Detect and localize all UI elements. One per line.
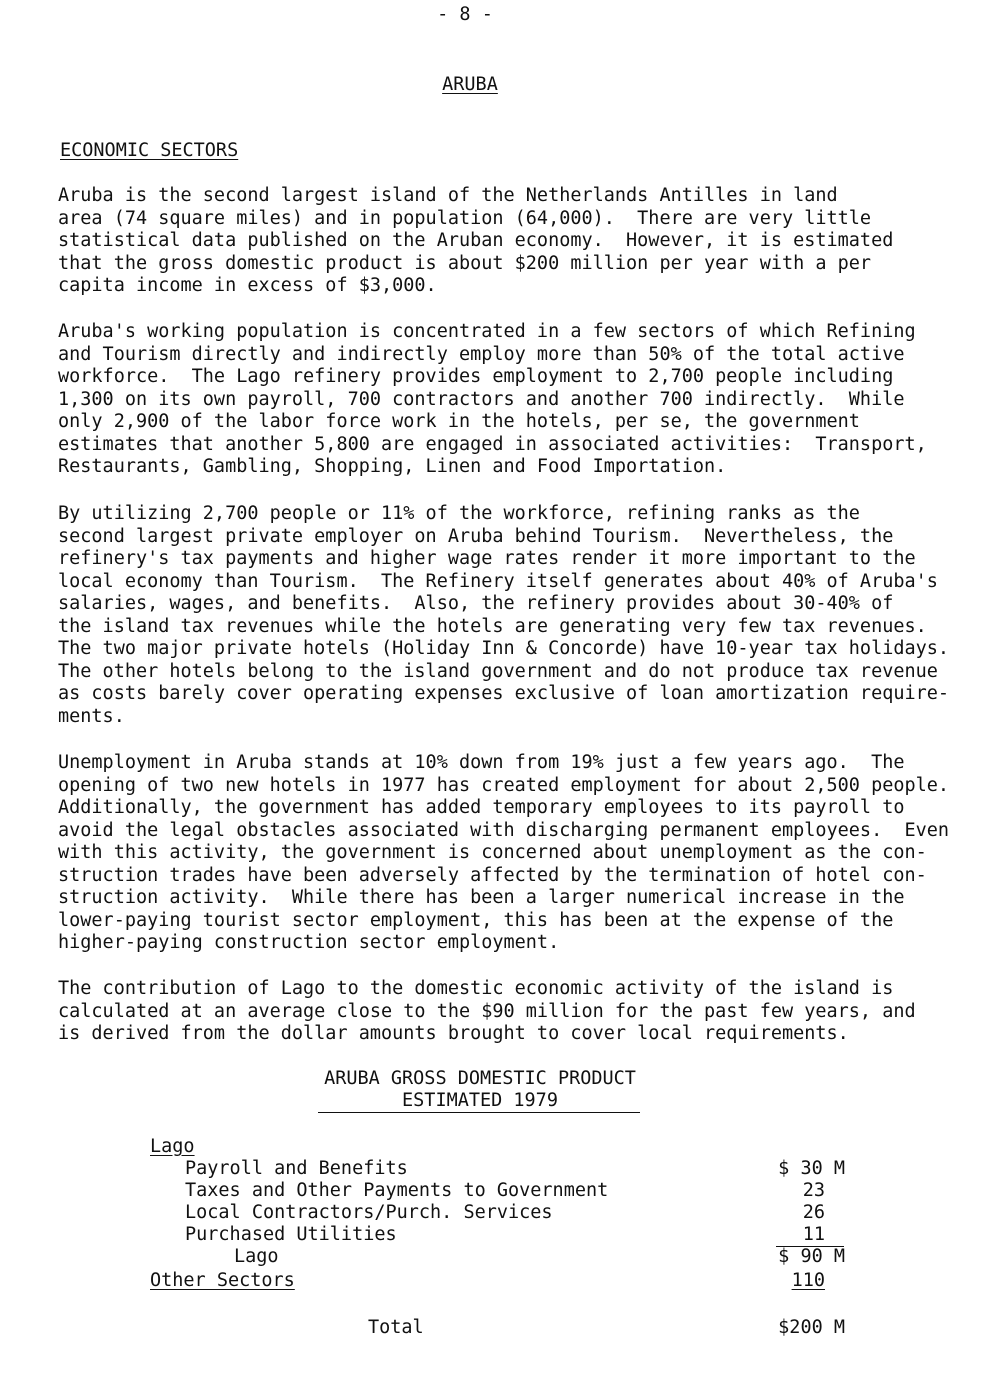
text-line: struction trades have been adversely affected by the termination of hotel con- [58, 864, 927, 886]
text-line: only 2,900 of the labor force work in the hotels, per se, the government [58, 411, 860, 432]
page-number: - 8 - [437, 4, 493, 25]
text-line: Restaurants, Gambling, Shopping, Linen and Food Importation. [58, 456, 727, 477]
text-line: that the gross domestic product is about $200 million per year with a per [58, 252, 872, 274]
text-line: higher-paying construction sector employment. [58, 932, 560, 953]
text-line: the island tax revenues while the hotels are generating very few tax revenues. [58, 615, 927, 637]
text-line: The two major private hotels (Holiday Inn & Concorde) have 10-year tax holidays. [58, 638, 950, 659]
paragraph-working-population [58, 321, 958, 479]
text-line: and Tourism directly and indirectly employ more than 50% of the total active [58, 343, 905, 365]
row-value: $ 90 M [778, 1246, 845, 1267]
paragraph-unemployment [58, 752, 958, 955]
row-label: Other Sectors [150, 1270, 295, 1291]
table-row [0, 1202, 1000, 1225]
text-line: capita income in excess of $3,000. [58, 275, 437, 296]
table-title-rule [318, 1112, 640, 1113]
text-line: as costs barely cover operating expenses exclusive of loan amortization require- [58, 683, 950, 704]
text-line: struction activity. While there has been a larger numerical increase in the [58, 887, 905, 908]
table-subtitle: ESTIMATED 1979 [402, 1090, 558, 1111]
table-row [0, 1158, 1000, 1181]
text-line: with this activity, the government is concerned about unemployment as the con- [58, 842, 927, 863]
text-line: estimates that another 5,800 are engaged in associated activities: Transport, [58, 433, 927, 455]
table-title: ARUBA GROSS DOMESTIC PRODUCT [324, 1068, 636, 1089]
text-line: Unemployment in Aruba stands at 10% down from 19% just a few years ago. The [58, 752, 905, 773]
row-value: 23 [802, 1180, 825, 1201]
text-line: opening of two new hotels in 1977 has created employment for about 2,500 people. [58, 774, 950, 796]
text-line: refinery's tax payments and higher wage rates render it more important to the [58, 548, 916, 569]
row-value: 26 [802, 1202, 825, 1223]
text-line: avoid the legal obstacles associated with discharging permanent employees. Even [58, 819, 950, 841]
text-line: lower-paying tourist sector employment, this has been at the expense of the [58, 909, 894, 931]
table-row [0, 1224, 1000, 1247]
text-line: The contribution of Lago to the domestic economic activity of the island is [58, 978, 894, 999]
row-label: Local Contractors/Purch. Services [185, 1202, 553, 1223]
text-line: By utilizing 2,700 people or 11% of the workforce, refining ranks as the [58, 503, 860, 524]
text-line: calculated at an average close to the $90 million for the past few years, and [58, 1000, 916, 1022]
row-value: 11 [802, 1224, 825, 1245]
total-row [0, 1317, 1000, 1340]
lago-heading-row [0, 1136, 1000, 1159]
text-line: salaries, wages, and benefits. Also, the refinery provides about 30-40% of [58, 593, 894, 614]
text-line: workforce. The Lago refinery provides employment to 2,700 people including [58, 366, 894, 387]
text-line: is derived from the dollar amounts brought to cover local requirements. [58, 1023, 849, 1044]
row-label: Lago [234, 1246, 279, 1267]
text-line: statistical data published on the Aruban economy. However, it is estimated [58, 230, 894, 251]
text-line: Aruba's working population is concentrated in a few sectors of which Refining [58, 321, 916, 342]
paragraph-refining [58, 503, 958, 728]
paragraph-land-and-gdp [58, 185, 958, 298]
text-line: local economy than Tourism. The Refinery itself generates about 40% of Aruba's [58, 570, 938, 592]
row-label: Payroll and Benefits [185, 1158, 408, 1179]
text-line: Additionally, the government has added temporary employees to its payroll to [58, 797, 905, 818]
page-title: ARUBA [442, 74, 498, 95]
text-line: ments. [58, 705, 125, 727]
table-row [0, 1180, 1000, 1203]
text-line: second largest private employer on Aruba behind Tourism. Nevertheless, the [58, 525, 894, 547]
text-line: area (74 square miles) and in population (64,000). There are very little [58, 207, 872, 229]
row-label: Purchased Utilities [185, 1224, 397, 1245]
lago-heading: Lago [150, 1136, 195, 1157]
section-heading: ECONOMIC SECTORS [60, 140, 239, 161]
row-value: $200 M [778, 1317, 845, 1338]
text-line: 1,300 on its own payroll, 700 contractors and another 700 indirectly. While [58, 388, 905, 410]
row-value: 110 [791, 1270, 825, 1291]
paragraph-lago-contribution [58, 978, 958, 1046]
text-line: The other hotels belong to the island government and do not produce tax revenue [58, 660, 938, 682]
other-sectors-row [0, 1270, 1000, 1293]
row-value: $ 30 M [778, 1158, 845, 1179]
text-line: Aruba is the second largest island of the Netherlands Antilles in land [58, 185, 838, 206]
row-label: Total [368, 1317, 424, 1338]
lago-subtotal-row [0, 1246, 1000, 1269]
row-label: Taxes and Other Payments to Government [185, 1180, 609, 1201]
